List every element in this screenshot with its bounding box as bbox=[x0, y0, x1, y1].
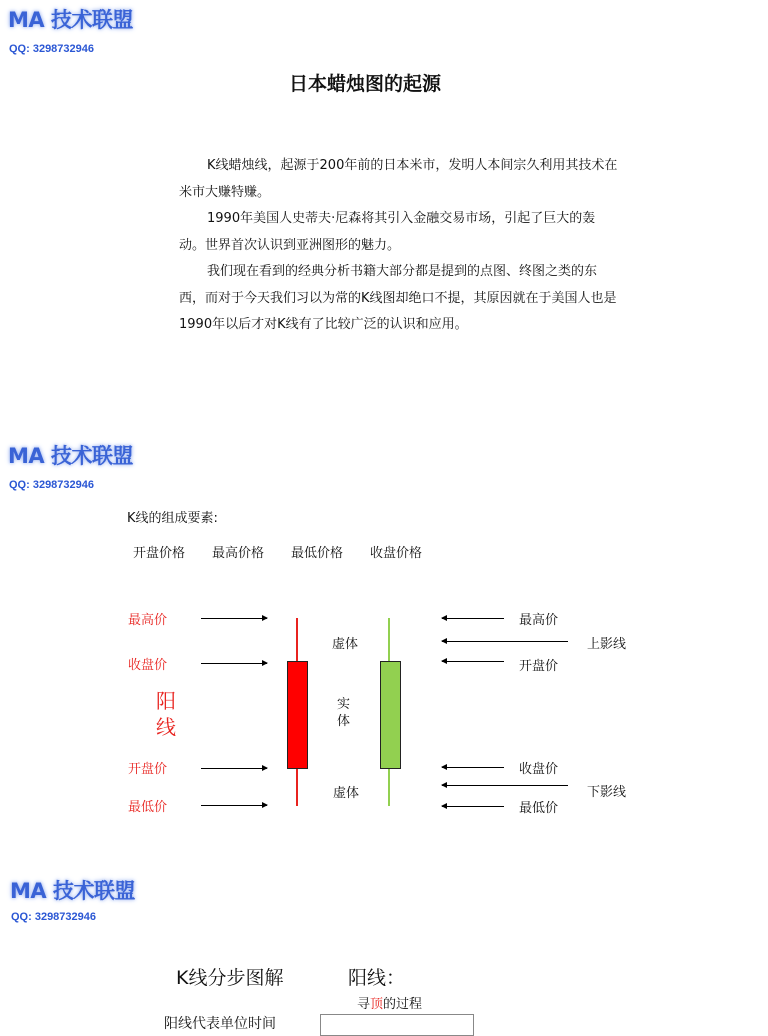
paragraph: K线蜡烛线，起源于200年前的日本米市，发明人本间宗久利用其技术在米市大赚特赚。 bbox=[179, 158, 618, 200]
arrow-right bbox=[201, 663, 267, 664]
arrow-left bbox=[442, 641, 568, 642]
brand-qq: QQ: 3298732946 bbox=[11, 911, 97, 923]
label-low-right: 最低价 bbox=[519, 801, 559, 816]
red-candle-body bbox=[287, 661, 308, 769]
arrow-left bbox=[442, 767, 504, 768]
label-upper-shadow: 上影线 bbox=[587, 637, 627, 652]
label-lower-shadow: 下影线 bbox=[587, 785, 627, 800]
arrow-left bbox=[442, 618, 504, 619]
label-shadow-bottom: 虚体 bbox=[333, 786, 360, 801]
arrow-left bbox=[442, 785, 568, 786]
row-label: 阳线代表单位时间 bbox=[164, 1016, 276, 1032]
label-close-right: 收盘价 bbox=[519, 762, 559, 777]
label-open: 开盘价 bbox=[128, 762, 168, 777]
brand-logo: MA 技术联盟 bbox=[10, 879, 135, 903]
element-item: 开盘价格 bbox=[133, 546, 186, 561]
brand-qq: QQ: 3298732946 bbox=[9, 479, 95, 491]
subtitle bbox=[357, 993, 422, 1012]
label-body: 实体 bbox=[337, 697, 351, 729]
arrow-left bbox=[442, 661, 504, 662]
label-high-right: 最高价 bbox=[519, 613, 559, 628]
element-item: 最高价格 bbox=[212, 546, 265, 561]
subtitle-suffix: 的过程 bbox=[383, 997, 423, 1012]
step-title-yang: 阳线： bbox=[348, 967, 406, 989]
page-title: 日本蜡烛图的起源 bbox=[289, 73, 442, 95]
arrow-left bbox=[442, 806, 504, 807]
label-open-right: 开盘价 bbox=[519, 659, 559, 674]
label-shadow-top: 虚体 bbox=[332, 637, 359, 652]
green-candle-body bbox=[380, 661, 401, 769]
section-heading: K线的组成要素: bbox=[127, 511, 218, 526]
intro-text bbox=[179, 153, 619, 339]
paragraph: 1990年美国人史蒂夫·尼森将其引入金融交易市场，引起了巨大的轰动。世界首次认识到亚洲图形的魅力。 bbox=[179, 211, 596, 253]
yang-label: 阳线 bbox=[156, 689, 176, 739]
arrow-right bbox=[201, 768, 267, 769]
step-title: K线分步图解 bbox=[176, 967, 284, 989]
subtitle-prefix: 寻 bbox=[357, 997, 371, 1012]
label-low: 最低价 bbox=[128, 800, 168, 815]
brand-logo: MA 技术联盟 bbox=[8, 444, 133, 468]
element-item: 最低价格 bbox=[291, 546, 344, 561]
label-close: 收盘价 bbox=[128, 658, 168, 673]
element-item: 收盘价格 bbox=[370, 546, 423, 561]
subtitle-highlight: 顶 bbox=[370, 997, 384, 1012]
value-box bbox=[320, 1014, 474, 1036]
label-high: 最高价 bbox=[128, 613, 168, 628]
arrow-right bbox=[201, 618, 267, 619]
paragraph: 我们现在看到的经典分析书籍大部分都是提到的点图、终图之类的东西，而对于今天我们习以为常的K线图却绝口不提，其原因就在于美国人也是1990年以后才对K线有了比较广泛的认识和应用。 bbox=[179, 264, 617, 332]
brand-logo: MA 技术联盟 bbox=[8, 8, 133, 32]
brand-qq: QQ: 3298732946 bbox=[9, 43, 95, 55]
arrow-right bbox=[201, 805, 267, 806]
